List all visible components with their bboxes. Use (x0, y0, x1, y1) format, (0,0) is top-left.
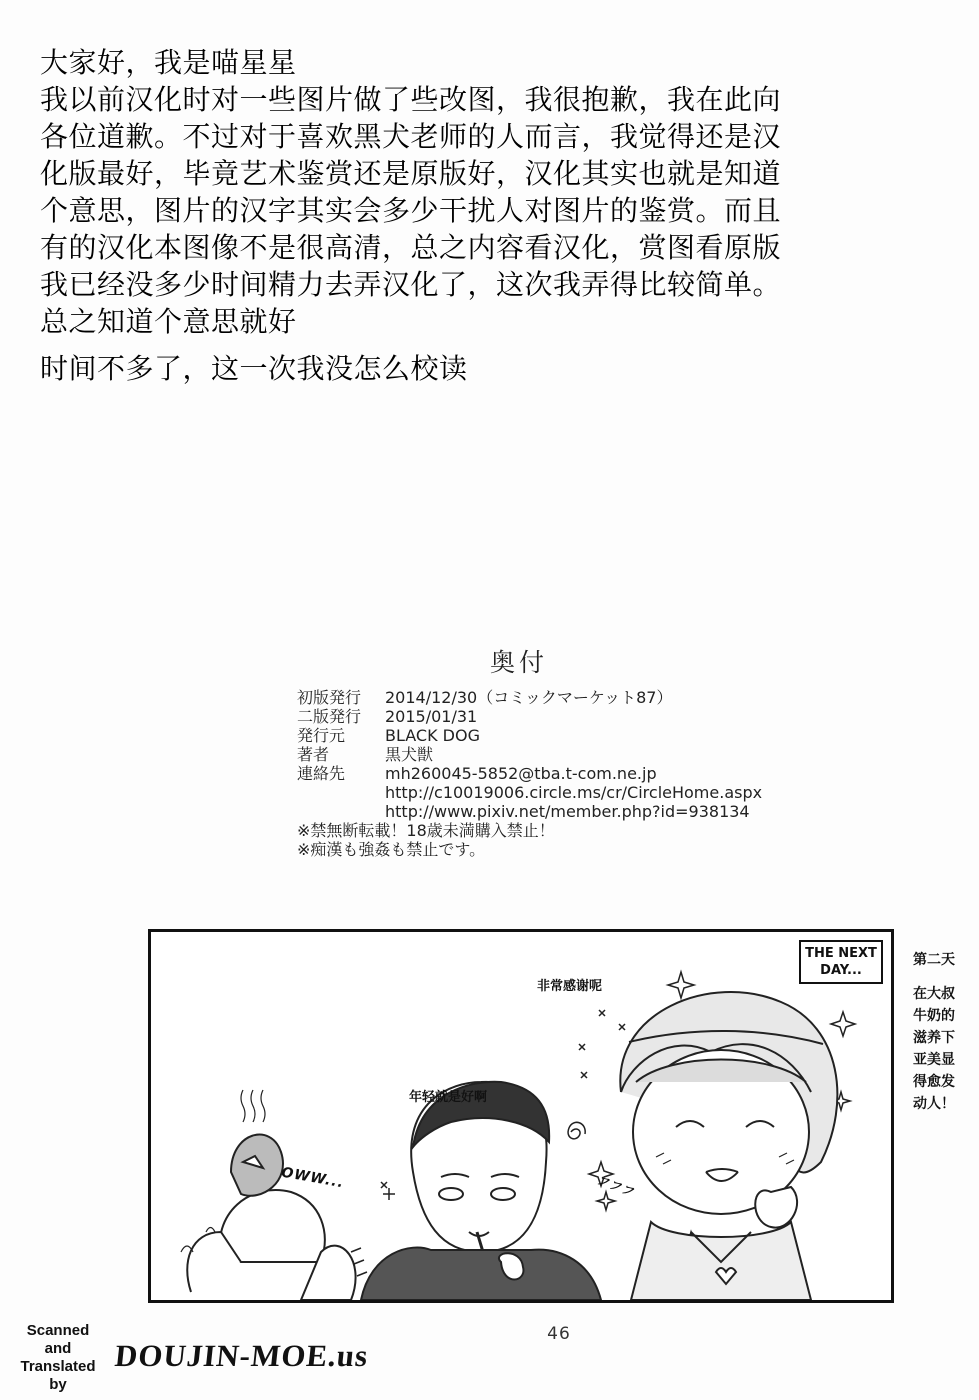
sfx-oww: OWW... (280, 1164, 346, 1192)
colophon-row (297, 764, 762, 783)
comic-panel (148, 929, 894, 1303)
translator-note (40, 44, 840, 387)
colophon-title: 奥付 (489, 648, 548, 677)
side-note-line: 动人！ (913, 1096, 955, 1112)
side-note-line: 得愈发 (913, 1074, 955, 1090)
intro-line: 大家好，我是喵星星 (40, 46, 297, 79)
caption-line: DAY... (820, 963, 862, 978)
speech-young: 年轻就是好啊 (409, 1090, 488, 1105)
colophon-key (297, 802, 385, 821)
intro-line: 个意思，图片的汉字其实会多少干扰人对图片的鉴赏。而且 (40, 194, 782, 227)
intro-line: 化版最好，毕竟艺术鉴赏还是原版好，汉化其实也就是知道 (40, 157, 782, 190)
doujin-moe-logo: DOUJIN-MOE.us (113, 1338, 371, 1373)
colophon-row (297, 726, 762, 745)
uncle-character (361, 1082, 601, 1300)
colophon-row (297, 802, 762, 821)
contact-email: mh260045-5852@tba.t-com.ne.jp (385, 764, 657, 783)
credit-line: by (49, 1376, 67, 1393)
colophon-value: 黒犬獣 (385, 745, 434, 764)
colophon-row (297, 707, 762, 726)
sfx-fufu: フフフ (594, 1172, 637, 1200)
colophon-value: BLACK DOG (385, 726, 480, 745)
colophon (297, 688, 762, 859)
circle-url: http://c10019006.circle.ms/cr/CircleHome.aspx (385, 783, 763, 802)
intro-line: 各位道歉。不过对于喜欢黑犬老师的人而言，我觉得还是汉 (40, 120, 782, 153)
side-note-line: 第二天 (913, 952, 955, 968)
masked-character (181, 1090, 356, 1300)
comic-artwork (151, 932, 891, 1300)
side-translation-note (906, 949, 962, 1115)
intro-line: 我已经没多少时间精力去弄汉化了，这次我弄得比较简单。 (40, 268, 782, 301)
side-note-line: 在大叔 (913, 986, 955, 1002)
colophon-note: ※痴漢も強姦も禁止です。 (297, 840, 486, 859)
girl-character (620, 992, 837, 1300)
pixiv-url: http://www.pixiv.net/member.php?id=938134 (385, 802, 750, 821)
colophon-value: 2014/12/30（コミックマーケット87） (385, 688, 673, 707)
next-day-caption (799, 940, 883, 984)
side-note-line: 滋养下 (913, 1030, 955, 1046)
colophon-key: 発行元 (297, 726, 346, 745)
side-note-line: 亚美显 (913, 1052, 955, 1068)
colophon-value: 2015/01/31 (385, 707, 478, 726)
colophon-key: 二版発行 (297, 707, 362, 726)
colophon-row (297, 688, 762, 707)
colophon-key: 著者 (297, 745, 330, 764)
colophon-row (297, 745, 762, 764)
intro-line: 有的汉化本图像不是很高清，总之内容看汉化，赏图看原版 (40, 231, 782, 264)
scanner-credit (8, 1322, 108, 1394)
colophon-note: ※禁無断転載！18歳未満購入禁止！ (297, 821, 555, 840)
page-number: 46 (547, 1324, 571, 1344)
caption-line: THE NEXT (805, 946, 877, 961)
credit-line: and (44, 1340, 72, 1357)
speech-thanks: 非常感谢呢 (537, 979, 603, 994)
side-note-line: 牛奶的 (913, 1008, 955, 1024)
intro-line: 总之知道个意思就好 (40, 305, 297, 338)
colophon-key: 連絡先 (297, 764, 346, 783)
credit-line: Translated (20, 1358, 96, 1375)
colophon-row (297, 783, 762, 802)
colophon-key: 初版発行 (297, 688, 362, 707)
intro-line: 时间不多了，这一次我没怎么校读 (40, 352, 468, 385)
colophon-key (297, 783, 385, 802)
credit-line: Scanned (26, 1322, 90, 1339)
intro-line: 我以前汉化时对一些图片做了些改图，我很抱歉，我在此向 (40, 83, 782, 116)
